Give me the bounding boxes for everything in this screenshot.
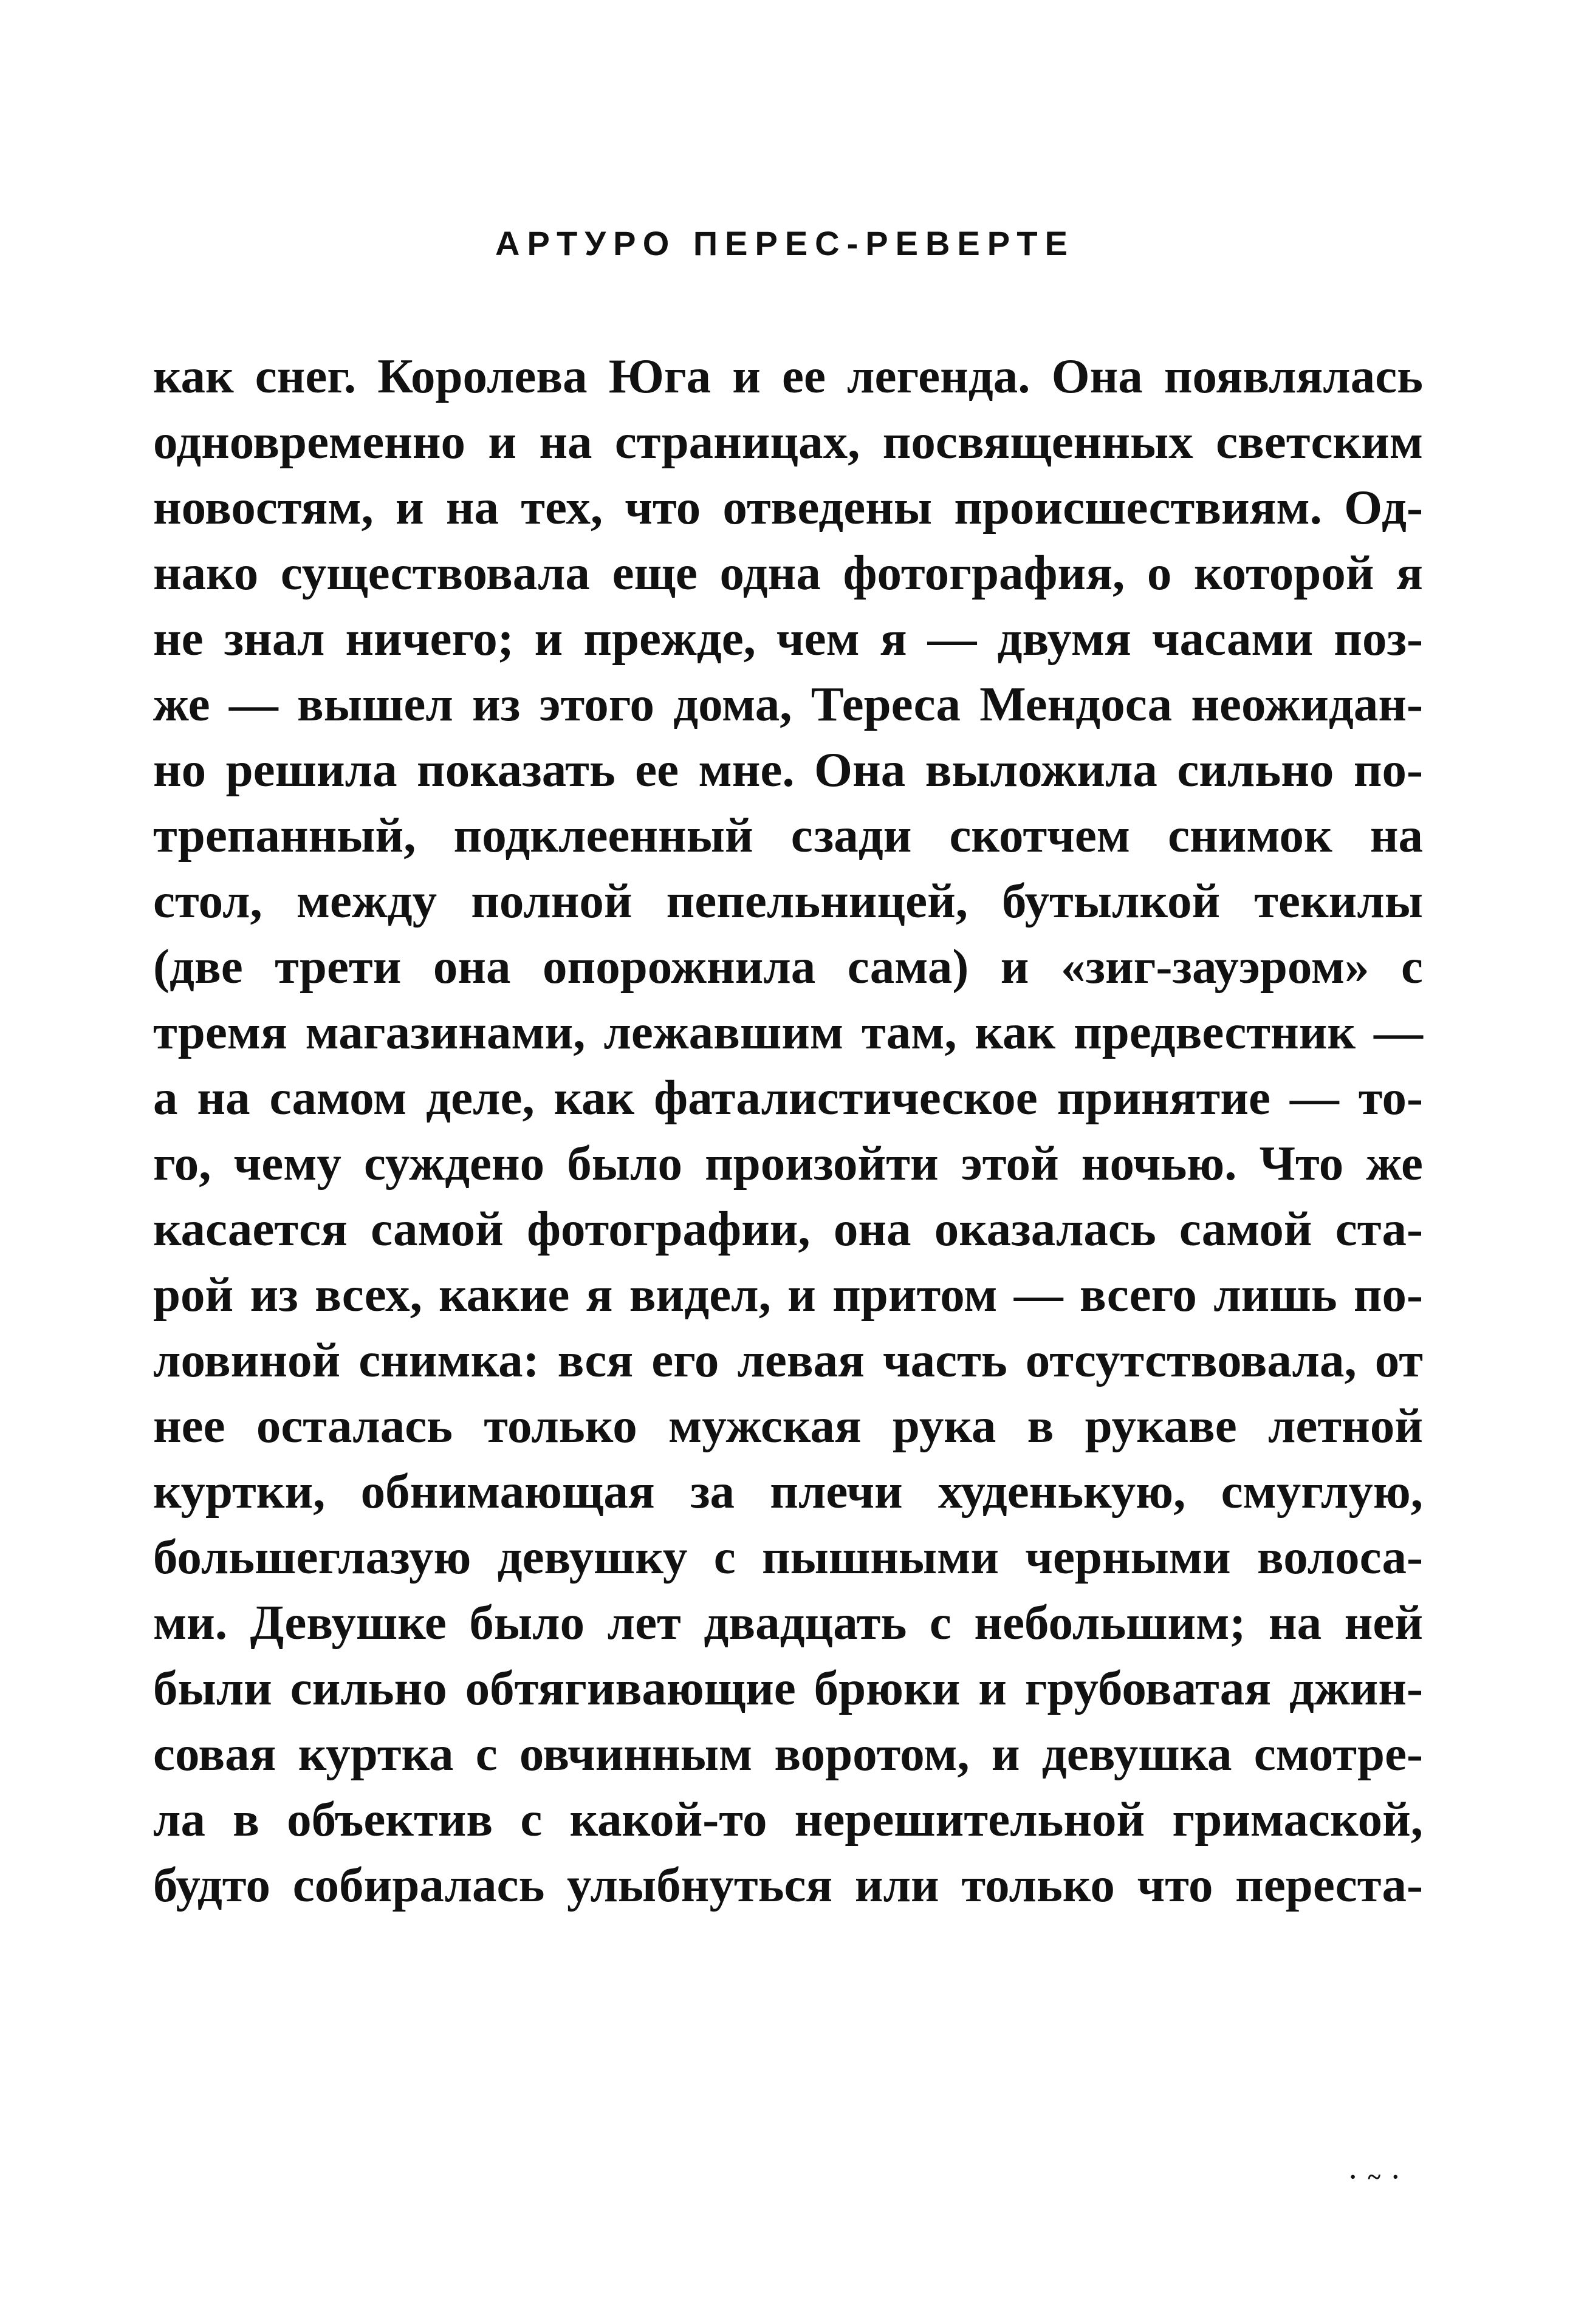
- body-line: ла в объектив с какой-то нерешительной гримаской,: [153, 1792, 1423, 1847]
- body-line: одновременно и на страницах, посвященных светским: [153, 414, 1423, 469]
- body-line: новостям, и на тех, что отведены происшествиям. Од-: [153, 480, 1423, 535]
- page-number: · ~ ·: [1349, 2163, 1402, 2190]
- body-line: тремя магазинами, лежавшим там, как предвестник —: [153, 1005, 1423, 1059]
- body-line: не знал ничего; и прежде, чем я — двумя часами поз-: [153, 611, 1423, 666]
- body-line: (две трети она опорожнила сама) и «зиг-зауэром» с: [153, 939, 1423, 994]
- body-line: совая куртка с овчинным воротом, и девушка смотре-: [153, 1726, 1423, 1781]
- body-line: нако существовала еще одна фотография, о которой я: [153, 545, 1423, 600]
- body-line: го, чему суждено было произойти этой ночью. Что же: [153, 1136, 1423, 1191]
- running-head: АРТУРО ПЕРЕС-РЕВЕРТЕ: [495, 224, 1075, 262]
- body-line: ми. Девушке было лет двадцать с небольшим; на ней: [153, 1595, 1423, 1650]
- body-line: куртки, обнимающая за плечи худенькую, смуглую,: [153, 1464, 1423, 1519]
- body-line: ловиной снимка: вся его левая часть отсутствовала, от: [153, 1333, 1423, 1387]
- body-text: [153, 343, 1423, 1918]
- body-line: трепанный, подклеенный сзади скотчем снимок на: [153, 808, 1423, 863]
- body-line: рой из всех, какие я видел, и притом — всего лишь по-: [153, 1267, 1423, 1322]
- body-line: были сильно обтягивающие брюки и грубоватая джин-: [153, 1661, 1423, 1715]
- body-line: будто собиралась улыбнуться или только что переста-: [153, 1857, 1423, 1912]
- body-line: но решила показать ее мне. Она выложила сильно по-: [153, 742, 1423, 797]
- body-line: большеглазую девушку с пышными черными волоса-: [153, 1529, 1423, 1584]
- body-line: касается самой фотографии, она оказалась самой ста-: [153, 1201, 1423, 1256]
- body-line: нее осталась только мужская рука в рукаве летной: [153, 1398, 1423, 1453]
- body-line: стол, между полной пепельницей, бутылкой текилы: [153, 873, 1423, 928]
- body-line: как снег. Королева Юга и ее легенда. Она появлялась: [153, 349, 1423, 403]
- body-line: а на самом деле, как фаталистическое принятие — то-: [153, 1070, 1423, 1125]
- body-line: же — вышел из этого дома, Тереса Мендоса неожидан-: [153, 677, 1423, 731]
